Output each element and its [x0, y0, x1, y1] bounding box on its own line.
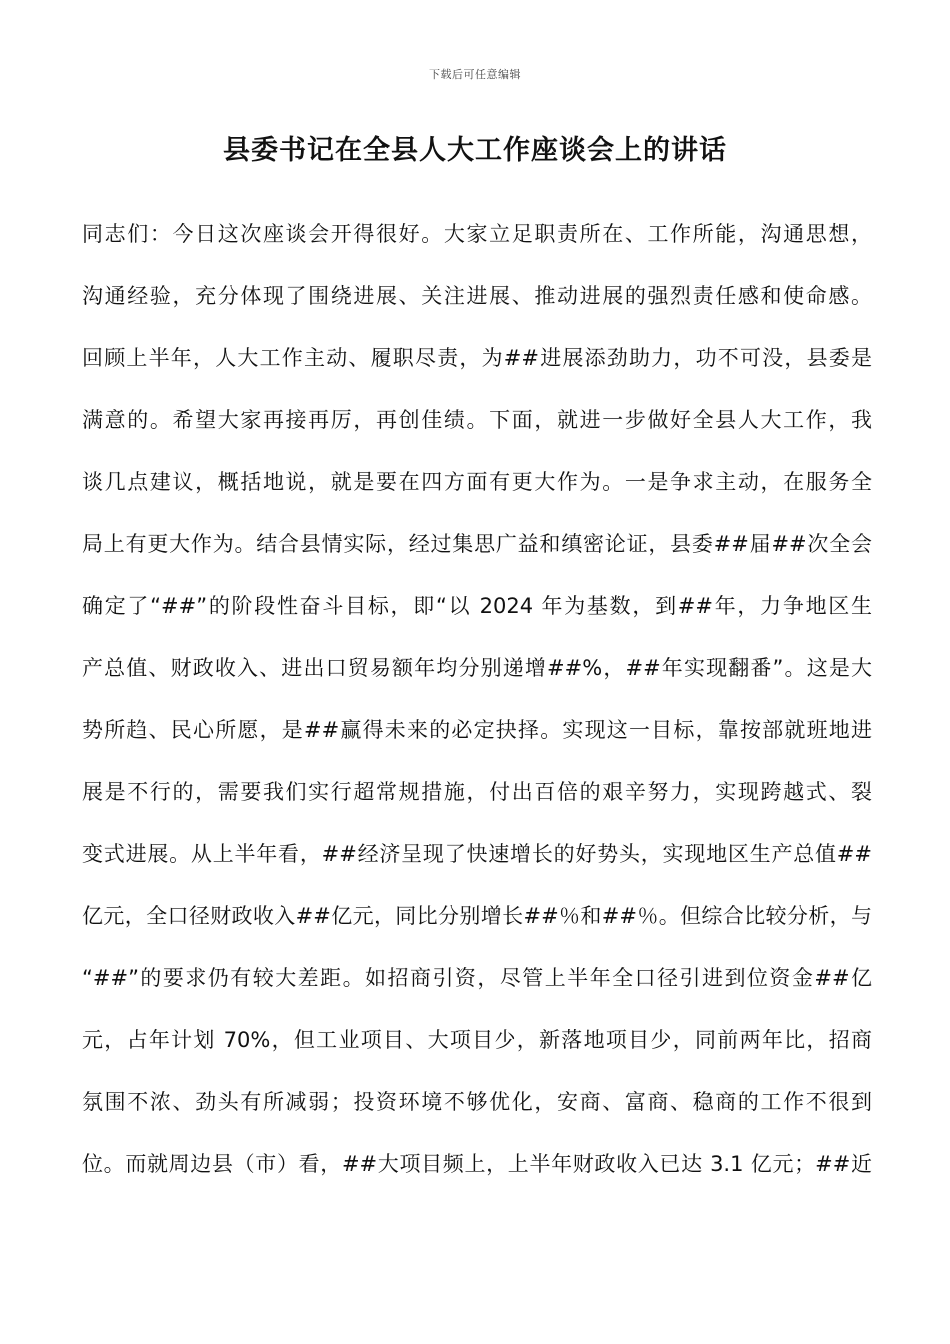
- body-line: 变式进展。从上半年看，##经济呈现了快速增长的好势头，实现地区生产总值##: [82, 842, 872, 866]
- body-line: 局上有更大作为。结合县情实际，经过集思广益和缜密论证，县委##届##次全会: [82, 532, 872, 556]
- document-body: [82, 212, 872, 1204]
- body-line: 沟通经验，充分体现了围绕进展、关注进展、推动进展的强烈责任感和使命感。: [82, 284, 872, 308]
- body-line: 元，占年计划 70%，但工业项目、大项目少，新落地项目少，同前两年比，招商: [82, 1028, 872, 1052]
- body-line: 氛围不浓、劲头有所减弱；投资环境不够优化，安商、富商、稳商的工作不很到: [82, 1090, 872, 1114]
- body-line: “##”的要求仍有较大差距。如招商引资，尽管上半年全口径引进到位资金##亿: [82, 966, 872, 990]
- body-line: 回顾上半年，人大工作主动、履职尽责，为##进展添劲助力，功不可没，县委是: [82, 346, 872, 370]
- body-line: 同志们：今日这次座谈会开得很好。大家立足职责所在、工作所能，沟通思想，: [82, 222, 872, 246]
- body-line: 势所趋、民心所愿，是##赢得未来的必定抉择。实现这一目标，靠按部就班地进: [82, 718, 872, 742]
- body-line: 谈几点建议，概括地说，就是要在四方面有更大作为。一是争求主动，在服务全: [82, 470, 872, 494]
- body-line: 位。而就周边县（市）看，##大项目频上，上半年财政收入已达 3.1 亿元；##近: [82, 1152, 872, 1176]
- body-line: 产总值、财政收入、进出口贸易额年均分别递增##%，##年实现翻番”。这是大: [82, 656, 872, 680]
- document-title: 县委书记在全县人大工作座谈会上的讲话: [223, 135, 727, 166]
- body-line: 确定了“##”的阶段性奋斗目标，即“以 2024 年为基数，到##年，力争地区生: [82, 594, 872, 618]
- body-line: 满意的。希望大家再接再厉，再创佳绩。下面，就进一步做好全县人大工作，我: [82, 408, 872, 432]
- body-line: 亿元，全口径财政收入##亿元，同比分别增长##％和##％。但综合比较分析，与: [82, 904, 872, 928]
- body-line: 展是不行的，需要我们实行超常规措施，付出百倍的艰辛努力，实现跨越式、裂: [82, 780, 872, 804]
- header-note: 下载后可任意编辑: [429, 68, 521, 81]
